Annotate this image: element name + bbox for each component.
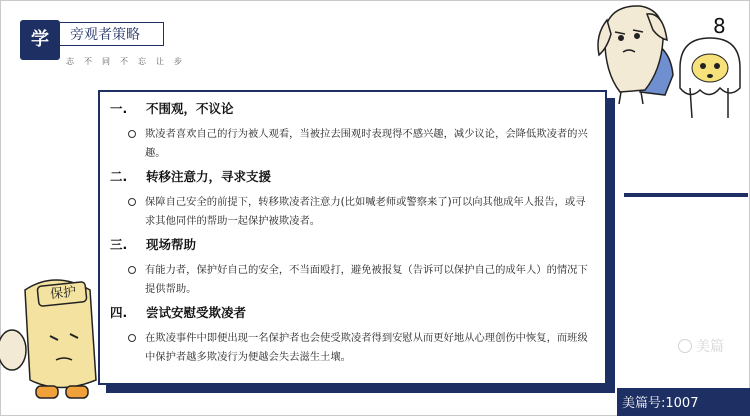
bullet-icon: [128, 334, 136, 342]
page-title: 旁观者策略: [60, 22, 164, 46]
footer-code: 美篇号:1007: [622, 396, 699, 411]
section-text: 欺凌者喜欢自己的行为被人观看，当被拉去围观时表现得不感兴趣，减少议论，会降低欺凌者的兴趣。: [145, 128, 588, 159]
section-2: [110, 167, 590, 231]
section-3: [110, 235, 590, 299]
watermark: 美篇: [678, 336, 724, 356]
bullet-icon: [128, 198, 136, 206]
bullet-icon: [128, 266, 136, 274]
header-badge: [20, 20, 60, 60]
section-text: 保障自己安全的前提下，转移欺凌者注意力(比如喊老师或警察来了)可以向其他成年人报告，或寻求其他同伴的帮助一起保护被欺凌者。: [145, 196, 586, 227]
section-text: 在欺凌事件中即便出现一名保护者也会使受欺凌者得到安慰从而更好地从心理创伤中恢复，而班级中保护者越多欺凌行为便越会失去滋生土壤。: [145, 332, 588, 363]
section-title: 转移注意力，寻求支援: [146, 169, 272, 184]
bullet-icon: [128, 130, 136, 138]
content-card: [98, 90, 607, 385]
page-subtitle: 志不同不忘让步: [66, 57, 192, 66]
section-text: 有能力者，保护好自己的安全，不当面殴打，避免被报复（告诉可以保护自己的成年人）的情况下提供帮助。: [145, 264, 588, 295]
section-number: 二.: [110, 169, 128, 184]
decor-bar: [624, 193, 748, 197]
section-title: 不围观，不议论: [146, 101, 234, 116]
watermark-logo-icon: [678, 339, 692, 353]
section-number: 三.: [110, 237, 128, 252]
section-1: [110, 99, 590, 163]
ghost-cartoon-icon: [670, 28, 750, 128]
section-title: 现场帮助: [146, 237, 197, 252]
section-title: 尝试安慰受欺凌者: [146, 305, 247, 320]
section-4: [110, 303, 590, 367]
section-number: 四.: [110, 305, 128, 320]
section-number: 一.: [110, 101, 128, 116]
sign-label: 保护: [49, 284, 77, 303]
page-number: 8: [713, 14, 726, 38]
badge-label: 学: [31, 29, 49, 50]
